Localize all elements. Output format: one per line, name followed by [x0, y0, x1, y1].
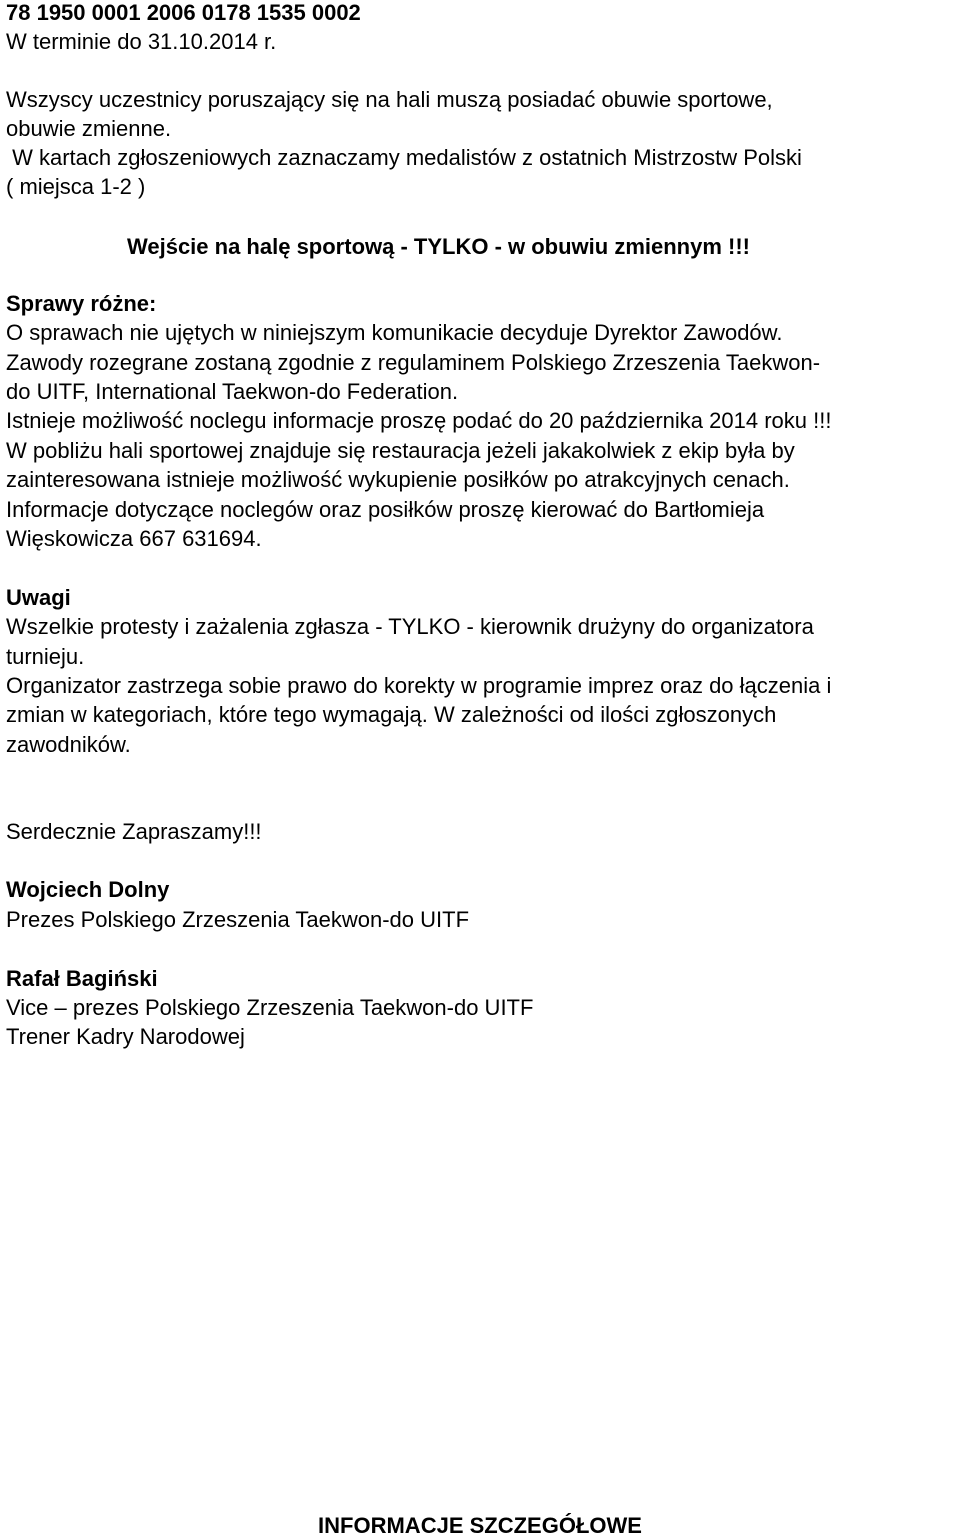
- bank-account-number: 78 1950 0001 2006 0178 1535 0002: [6, 0, 361, 25]
- signatory-role-coach: Trener Kadry Narodowej: [6, 1024, 245, 1049]
- remarks-heading: Uwagi: [6, 585, 71, 610]
- footer-section-title: INFORMACJE SZCZEGÓŁOWE: [318, 1513, 642, 1538]
- misc-line: Więskowicza 667 631694.: [6, 526, 262, 551]
- misc-line: zainteresowana istnieje możliwość wykupienie posiłków po atrakcyjnych cenach.: [6, 467, 790, 492]
- remarks-line: zawodników.: [6, 732, 131, 757]
- misc-heading: Sprawy różne:: [6, 291, 157, 316]
- footwear-note-line-2: obuwie zmienne.: [6, 116, 172, 141]
- closing-invitation: Serdecznie Zapraszamy!!!: [6, 819, 262, 844]
- remarks-line: Wszelkie protesty i zażalenia zgłasza - TYLKO - kierownik drużyny do organizatora: [6, 614, 814, 639]
- remarks-line: zmian w kategoriach, które tego wymagają. W zależności od ilości zgłoszonych: [6, 702, 777, 727]
- signatory-role-president: Prezes Polskiego Zrzeszenia Taekwon-do UITF: [6, 907, 470, 932]
- remarks-line: turnieju.: [6, 644, 85, 669]
- hall-entry-notice: Wejście na halę sportową - TYLKO - w obuwiu zmiennym !!!: [127, 234, 750, 259]
- medalists-note-line-1: W kartach zgłoszeniowych zaznaczamy medalistów z ostatnich Mistrzostw Polski: [6, 145, 802, 170]
- medalists-note-line-2: ( miejsca 1-2 ): [6, 174, 146, 199]
- footwear-note-line-1: Wszyscy uczestnicy poruszający się na hali muszą posiadać obuwie sportowe,: [6, 87, 773, 112]
- misc-line: Istnieje możliwość noclegu informacje proszę podać do 20 października 2014 roku !!!: [6, 408, 832, 433]
- signatory-name-vice-president: Rafał Bagiński: [6, 966, 158, 991]
- misc-line: O sprawach nie ujętych w niniejszym komunikacie decyduje Dyrektor Zawodów.: [6, 320, 783, 345]
- payment-deadline: W terminie do 31.10.2014 r.: [6, 29, 277, 54]
- signatory-name-president: Wojciech Dolny: [6, 877, 170, 902]
- signatory-role-vice-president: Vice – prezes Polskiego Zrzeszenia Taekwon-do UITF: [6, 995, 534, 1020]
- remarks-line: Organizator zastrzega sobie prawo do korekty w programie imprez oraz do łączenia i: [6, 673, 832, 698]
- misc-line: W pobliżu hali sportowej znajduje się restauracja jeżeli jakakolwiek z ekip była by: [6, 438, 795, 463]
- misc-line: do UITF, International Taekwon-do Federation.: [6, 379, 459, 404]
- misc-line: Zawody rozegrane zostaną zgodnie z regulaminem Polskiego Zrzeszenia Taekwon-: [6, 350, 821, 375]
- misc-line: Informacje dotyczące noclegów oraz posiłków proszę kierować do Bartłomieja: [6, 497, 765, 522]
